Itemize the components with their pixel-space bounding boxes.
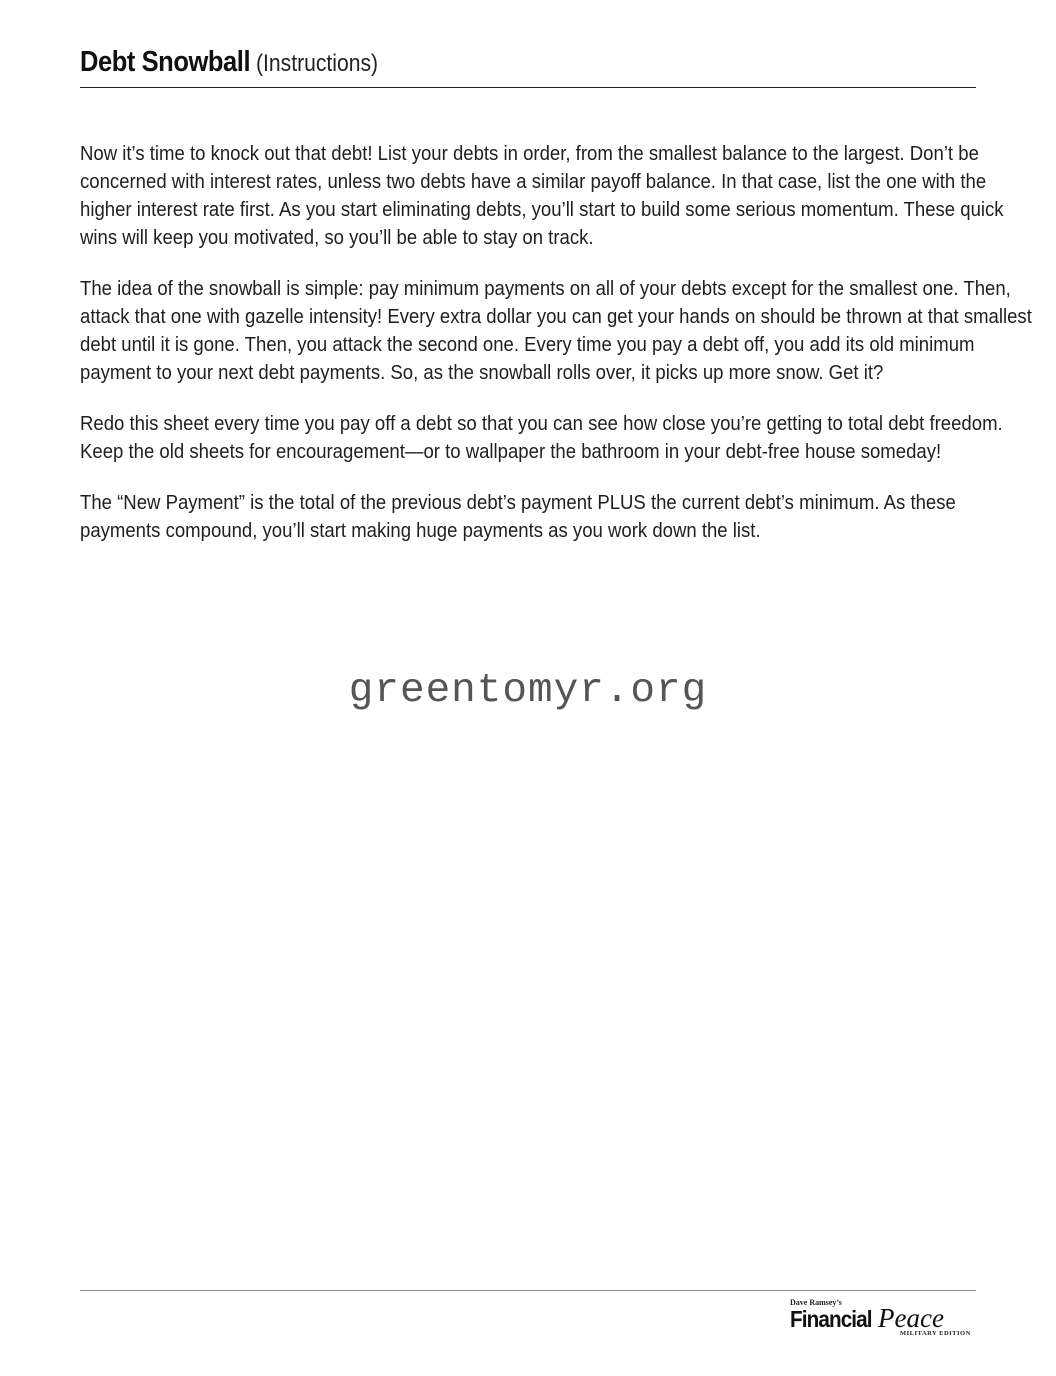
page-header (80, 40, 976, 88)
title-subtitle: (Instructions) (255, 50, 378, 77)
financial-peace-logo (790, 1298, 971, 1348)
logo-financial: Financial (790, 1306, 872, 1332)
title-main: Debt Snowball (80, 46, 251, 78)
paragraph-3: Redo this sheet every time you pay off a debt so that you can see how close you’re getting to total debt freedom. Keep the old sheets for encouragement—or to wallpaper the bathroom in your debt-free house someday! (80, 412, 1003, 463)
page-title (80, 46, 394, 79)
logo-edition: MILITARY EDITION (900, 1330, 971, 1337)
paragraph-1: Now it’s time to knock out that debt! List your debts in order, from the smallest balance to the largest. Don’t be concerned with interest rates, unless two debts have a similar payoff balance. In that case, list the one with the higher interest rate first. As you start eliminating debts, you’ll start to build some serious momentum. These quick wins will keep you motivated, so you’ll be able to stay on track. (80, 142, 1004, 249)
paragraph-2: The idea of the snowball is simple: pay minimum payments on all of your debts except for the smallest one. Then, attack that one with gazelle intensity! Every extra dollar you can get your hands on should be thrown at that smallest debt until it is gone. Then, you attack the second one. Every time you pay a debt off, you add its old minimum payment to your next debt payments. So, as the snowball rolls over, it picks up more snow. Get it? (80, 277, 1032, 384)
watermark-text: greentomyr.org (348, 668, 708, 714)
logo-peace: Peace (878, 1303, 944, 1333)
paragraph-4: The “New Payment” is the total of the previous debt’s payment PLUS the current debt’s minimum. As these payments compound, you’ll start making huge payments as you work down the list. (80, 491, 956, 542)
instructions-body (80, 140, 1040, 568)
footer-divider (80, 1290, 976, 1291)
logo-author: Dave Ramsey’s (790, 1298, 842, 1307)
